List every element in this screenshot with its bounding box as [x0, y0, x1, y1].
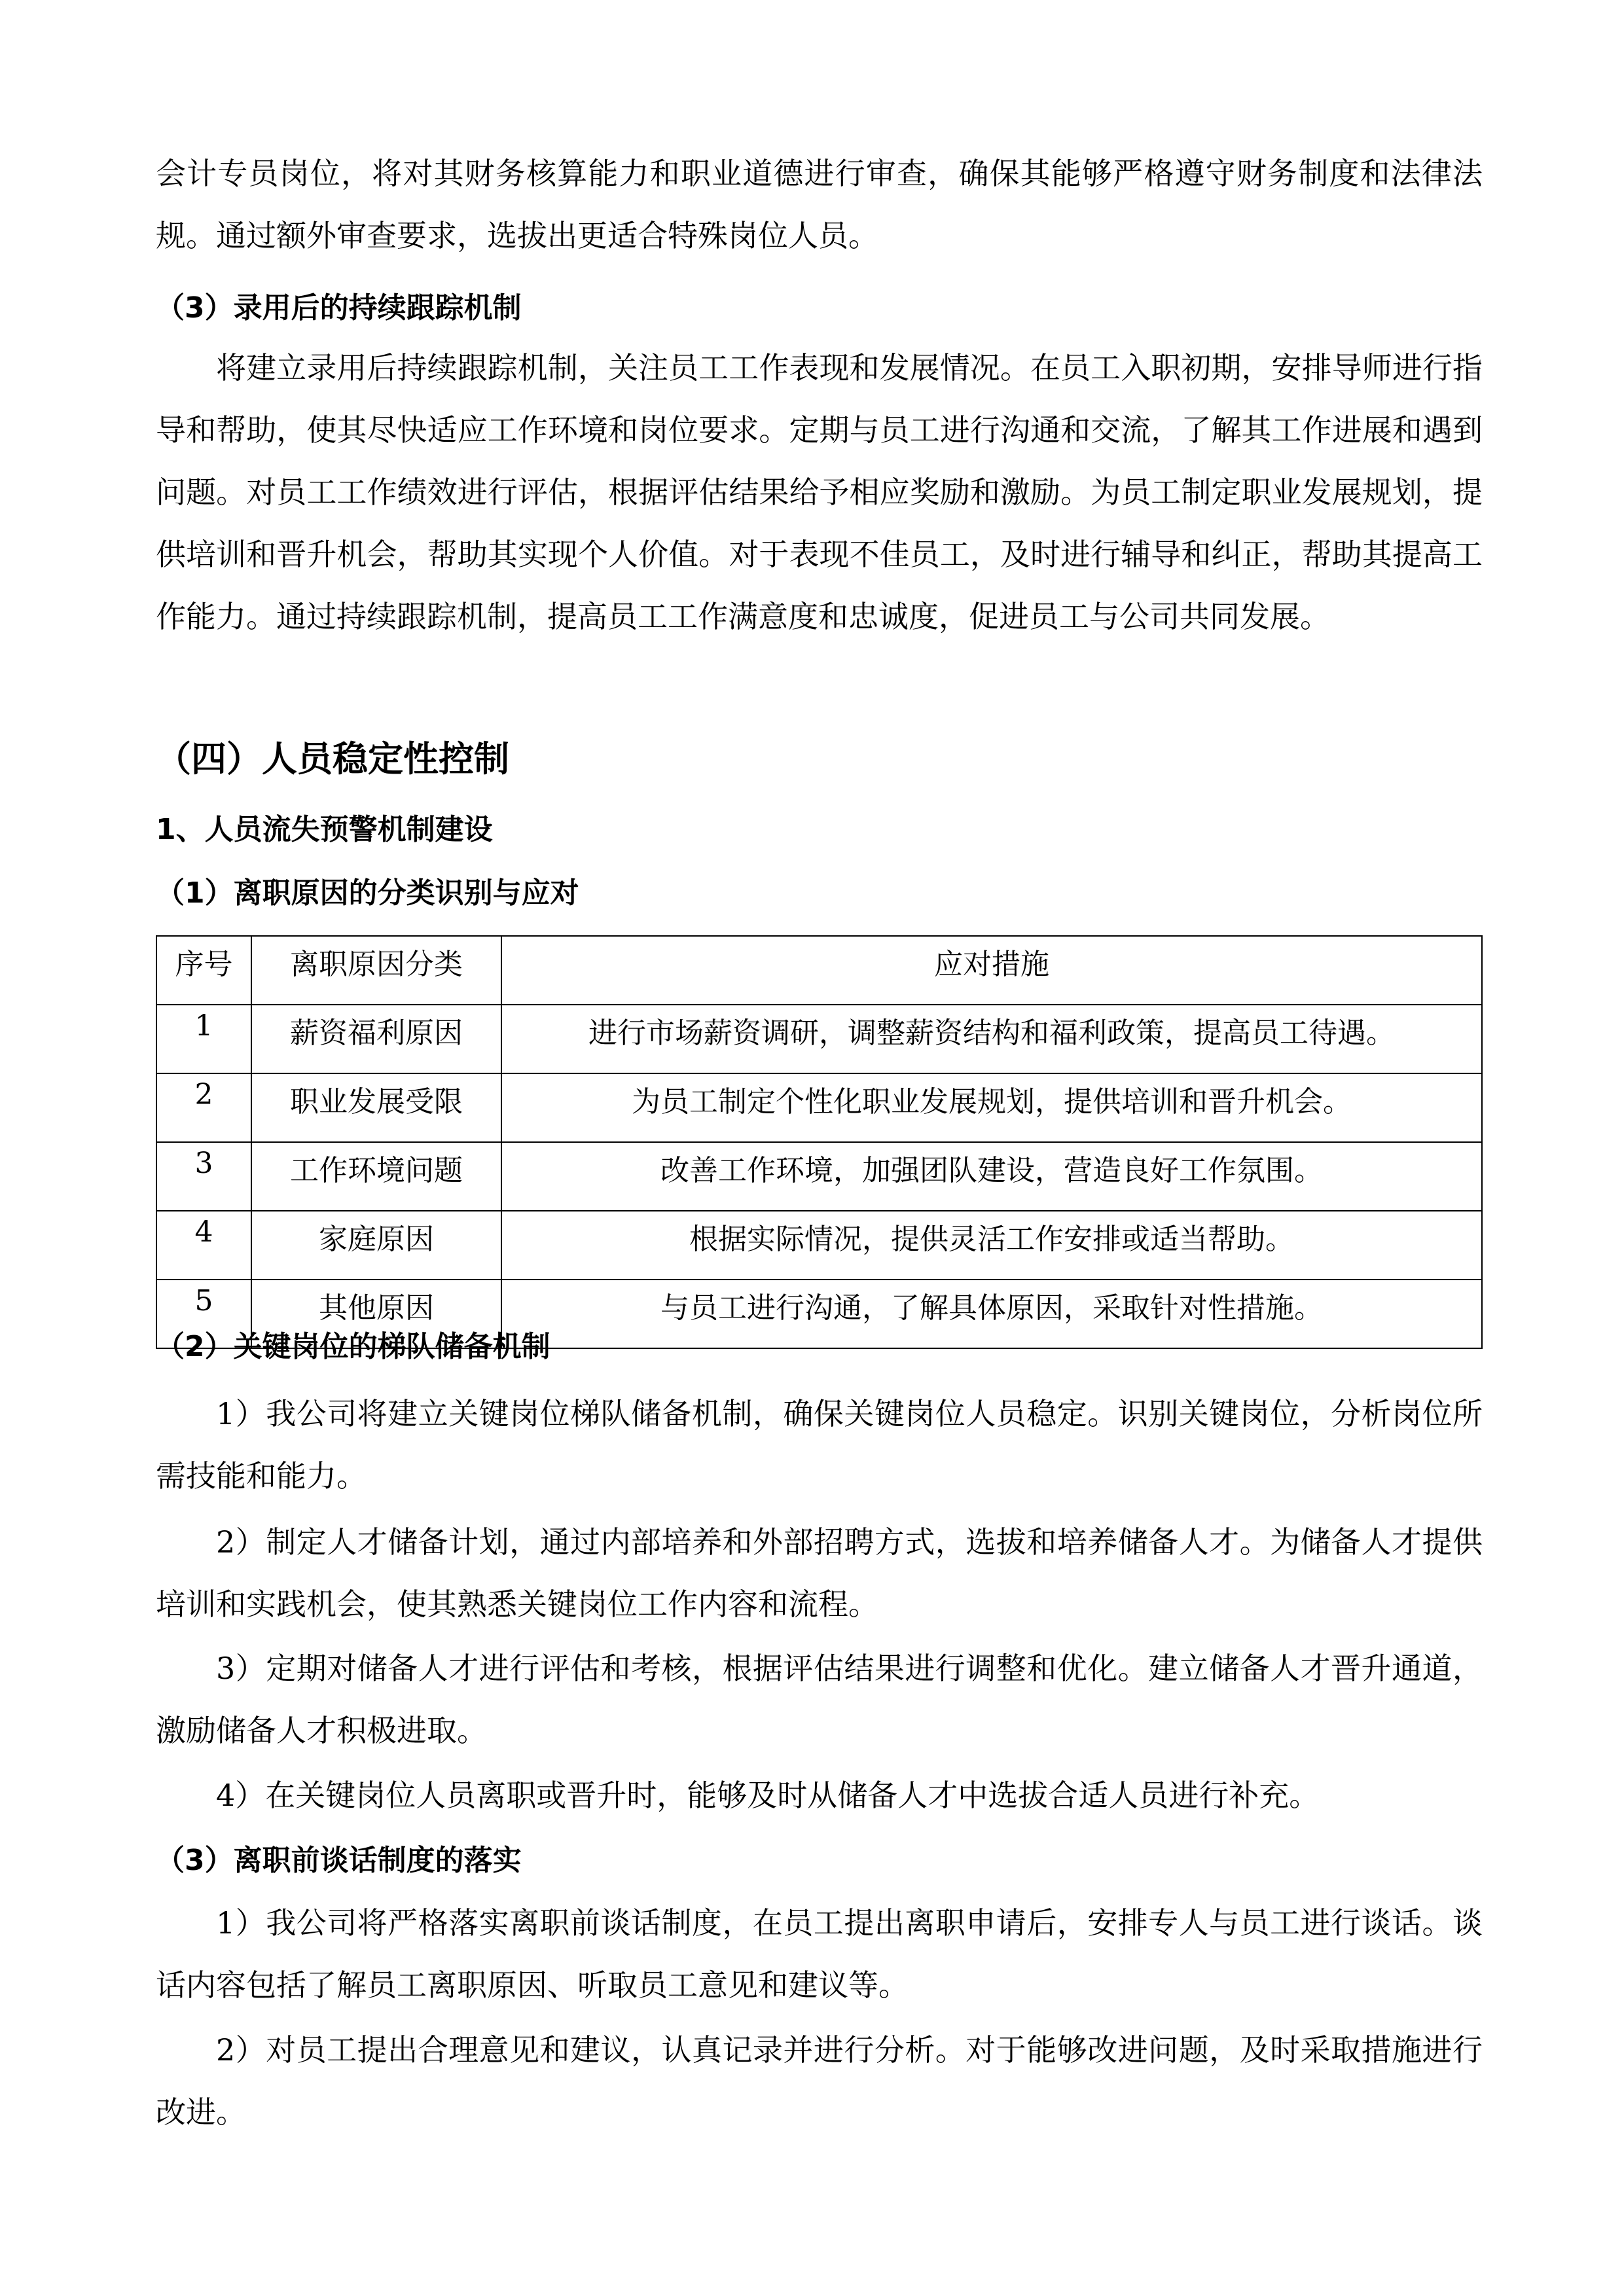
- cell-measure: 进行市场薪资调研，调整薪资结构和福利政策，提高员工待遇。: [501, 1005, 1482, 1073]
- cell-measure: 根据实际情况，提供灵活工作安排或适当帮助。: [501, 1211, 1482, 1280]
- cell-category: 其他原因: [251, 1280, 501, 1348]
- cell-category: 工作环境问题: [251, 1142, 501, 1211]
- table-header-row: [156, 936, 1482, 1005]
- paragraph-exit-2: 2）对员工提出合理意见和建议，认真记录并进行分析。对于能够改进问题，及时采取措施进行改进。: [156, 2032, 1483, 2130]
- table-row: [156, 1211, 1482, 1280]
- cell-measure: 与员工进行沟通，了解具体原因，采取针对性措施。: [501, 1280, 1482, 1348]
- table-row: [156, 1073, 1482, 1142]
- heading-succession: （2）关键岗位的梯队储备机制: [156, 1330, 550, 1363]
- header-cell: 离职原因分类: [251, 936, 501, 1005]
- cell-index: 1: [156, 1005, 251, 1073]
- cell-index: 2: [156, 1073, 251, 1142]
- heading-tracking: （3）录用后的持续跟踪机制: [156, 291, 522, 325]
- heading-attrition-warning: 1、人员流失预警机制建设: [156, 813, 493, 846]
- heading-resignation-reasons: （1）离职原因的分类识别与应对: [156, 876, 579, 910]
- paragraph-succession-1: 1）我公司将建立关键岗位梯队储备机制，确保关键岗位人员稳定。识别关键岗位，分析岗位所需技能和能力。: [156, 1396, 1483, 1494]
- cell-measure: 改善工作环境，加强团队建设，营造良好工作氛围。: [501, 1142, 1482, 1211]
- paragraph-review: 会计专员岗位，将对其财务核算能力和职业道德进行审查，确保其能够严格遵守财务制度和法律法规。通过额外审查要求，选拔出更适合特殊岗位人员。: [156, 156, 1483, 253]
- heading-exit-interview: （3）离职前谈话制度的落实: [156, 1844, 522, 1877]
- paragraph-succession-3: 3）定期对储备人才进行评估和考核，根据评估结果进行调整和优化。建立储备人才晋升通道，激励储备人才积极进取。: [156, 1651, 1483, 1748]
- cell-index: 4: [156, 1211, 251, 1280]
- cell-measure: 为员工制定个性化职业发展规划，提供培训和晋升机会。: [501, 1073, 1482, 1142]
- resignation-reasons-table: [156, 935, 1483, 1349]
- paragraph-succession-4: 4）在关键岗位人员离职或晋升时，能够及时从储备人才中选拔合适人员进行补充。: [216, 1778, 1320, 1813]
- header-cell: 应对措施: [501, 936, 1482, 1005]
- table-row: [156, 1142, 1482, 1211]
- paragraph-succession-2: 2）制定人才储备计划，通过内部培养和外部招聘方式，选拔和培养储备人才。为储备人才提供培训和实践机会，使其熟悉关键岗位工作内容和流程。: [156, 1524, 1483, 1622]
- table-row: [156, 1005, 1482, 1073]
- cell-category: 职业发展受限: [251, 1073, 501, 1142]
- cell-category: 家庭原因: [251, 1211, 501, 1280]
- header-cell: 序号: [156, 936, 251, 1005]
- paragraph-tracking: 将建立录用后持续跟踪机制，关注员工工作表现和发展情况。在员工入职初期，安排导师进行指导和帮助，使其尽快适应工作环境和岗位要求。定期与员工进行沟通和交流，了解其工作进展和遇到问题。对员工工作绩效进行评估，根据评估结果给予相应奖励和激励。为员工制定职业发展规划，提供培训和晋升机会，帮助其实现个人价值。对于表现不佳员工，及时进行辅导和纠正，帮助其提高工作能力。通过持续跟踪机制，提高员工工作满意度和忠诚度，促进员工与公司共同发展。: [156, 350, 1483, 634]
- cell-index: 3: [156, 1142, 251, 1211]
- section-heading: （四）人员稳定性控制: [156, 738, 509, 780]
- cell-index: 5: [156, 1280, 251, 1348]
- paragraph-exit-1: 1）我公司将严格落实离职前谈话制度，在员工提出离职申请后，安排专人与员工进行谈话。谈话内容包括了解员工离职原因、听取员工意见和建议等。: [156, 1905, 1483, 2003]
- cell-category: 薪资福利原因: [251, 1005, 501, 1073]
